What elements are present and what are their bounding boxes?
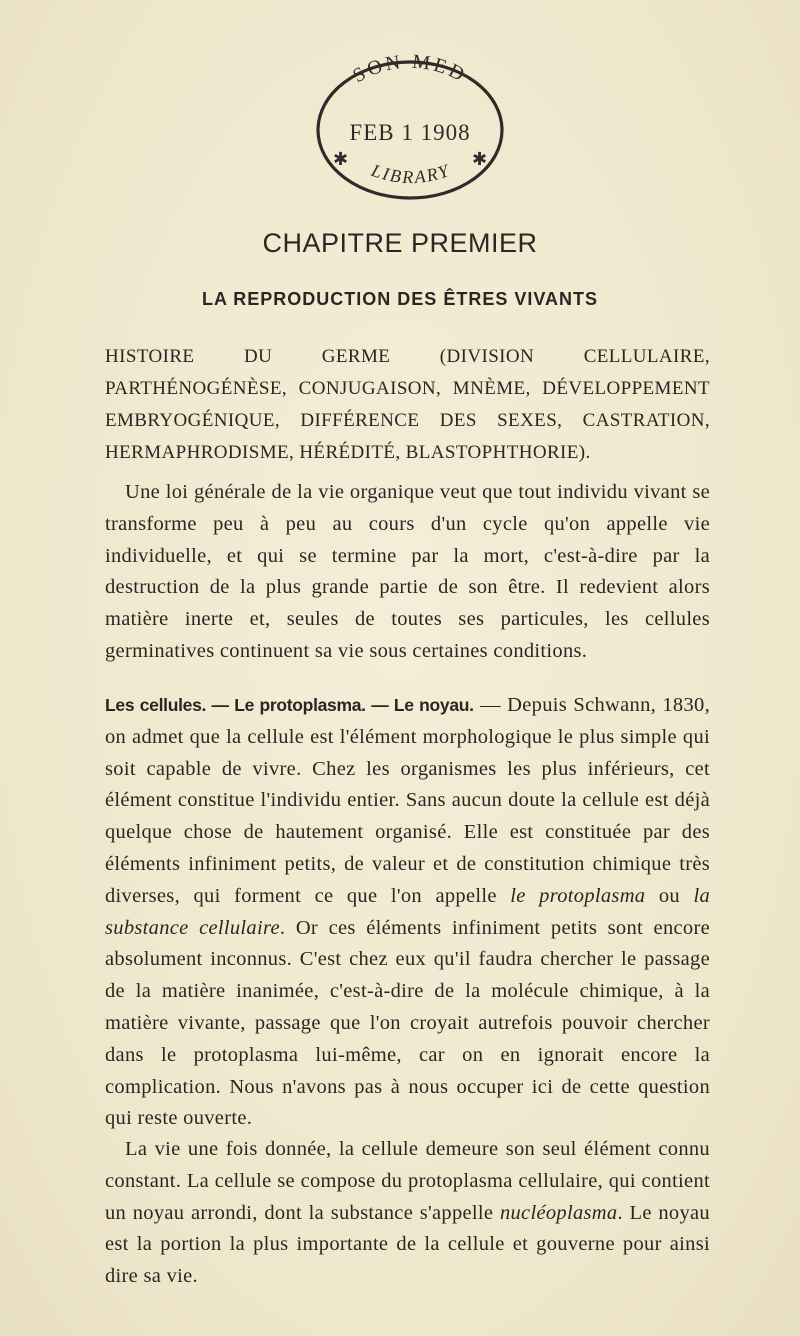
chapter-title: CHAPITRE PREMIER bbox=[262, 228, 538, 258]
italic-term: le protoplasma bbox=[510, 884, 646, 907]
paragraph-text: . Le noyau est la portion la plus importante de la cellule et gouverne pour ainsi dire sa vie. bbox=[105, 1201, 710, 1288]
library-stamp bbox=[300, 40, 520, 200]
paragraph-text: . Or ces éléments infiniment petits sont encore absolument inconnus. C'est chez eux qu'il faudra chercher le passage de la matière inanimée, c'est-à-dire de la molécule chimique, à la matière vivante, passage que l'on croyait autrefois pouvoir chercher dans le protoplasma lui-même, car on en ignorait encore la complication. Nous n'avons pas à nous occuper ici de cette question qui reste ouverte. bbox=[105, 916, 710, 1130]
stamp-star-icon: ✱ bbox=[333, 149, 349, 170]
library-stamp-graphic bbox=[300, 40, 520, 200]
paragraph-text: ou bbox=[645, 884, 694, 907]
paragraph bbox=[105, 1134, 710, 1293]
paragraph bbox=[105, 690, 710, 1135]
section-title: LA REPRODUCTION DES ÊTRES VIVANTS bbox=[201, 289, 599, 309]
stamp-date: FEB 1 1908 bbox=[349, 120, 471, 145]
paragraph: Une loi générale de la vie organique veut que tout individu vivant se transforme peu à peu au cours d'un cycle qu'on appelle vie individuelle, et qui se termine par la mort, c'est-à-dire par la destruction de la plus grande partie de son être. Il redevient alors matière inerte et, seules de toutes ses particules, les cellules germinatives continuent sa vie sous certaines conditions. bbox=[105, 481, 710, 662]
stamp-star-icon: ✱ bbox=[472, 149, 488, 170]
italic-term: nucléoplasma bbox=[499, 1201, 618, 1224]
stamp-top-text: SON MED bbox=[349, 50, 471, 88]
run-in-heading: Les cellules. — Le protoplasma. — Le noyau. bbox=[105, 695, 474, 715]
chapter-summary: HISTOIRE DU GERME (DIVISION CELLULAIRE, PARTHÉNOGÉNÈSE, CONJUGAISON, MNÈME, DÉVELOPPEMENT EMBRYOGÉNIQUE, DIFFÉRENCE DES SEXES, CASTRATION, HERMAPHRODISME, HÉRÉDITÉ, BLASTOPHTHORIE). bbox=[105, 346, 710, 463]
paragraph-text: La vie une fois donnée, la cellule demeure son seul élément connu constant. La cellule se compose du protoplasma cellulaire, qui contient un noyau arrondi, dont la substance s'appelle bbox=[105, 1138, 710, 1224]
italic-term: la substance cellulaire bbox=[105, 884, 711, 939]
paragraph-text: — Depuis Schwann, 1830, on admet que la cellule est l'élément morphologique le plus simple qui soit capable de vivre. Chez les organismes les plus inférieurs, cet élément constitue l'individu entier. Sans aucun doute la cellule est déjà quelque chose de hautement organisé. Elle est constituée par des éléments infiniment petits, de valeur et de constitution chimique très diverses, qui forment ce que l'on appelle bbox=[105, 694, 710, 907]
stamp-bottom-text: LIBRARY bbox=[368, 159, 454, 188]
